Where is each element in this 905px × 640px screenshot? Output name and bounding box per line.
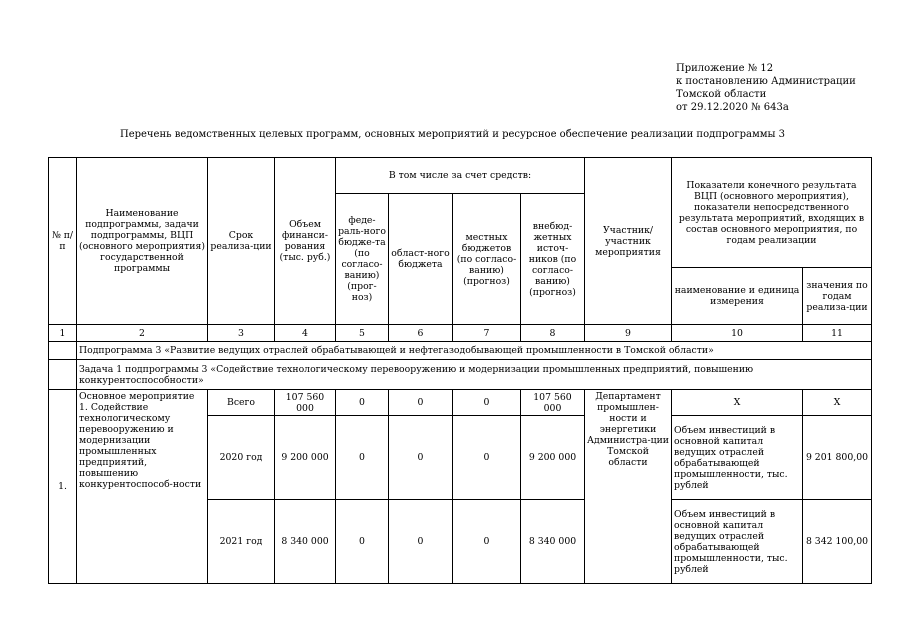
header-local: местных бюджетов (по согласо-ванию) (прогноз) xyxy=(453,194,521,325)
header-extra: внебюд-жетных источ-ников (по согласо-ванию) (прогноз) xyxy=(521,194,585,325)
cell-local: 0 xyxy=(453,500,521,584)
column-number: 6 xyxy=(389,325,453,342)
header-participant: Участник/ участник мероприятия xyxy=(585,158,672,325)
task-row xyxy=(49,360,872,390)
cell-term: 2021 год xyxy=(208,500,275,584)
cell-indicator-value: Х xyxy=(803,390,872,416)
appendix-block xyxy=(676,62,856,114)
cell-regional: 0 xyxy=(389,416,453,500)
cell-indicator-name: Х xyxy=(672,390,803,416)
program-table xyxy=(48,157,872,584)
column-number: 8 xyxy=(521,325,585,342)
column-number: 7 xyxy=(453,325,521,342)
cell-volume: 9 200 000 xyxy=(275,416,336,500)
cell-federal: 0 xyxy=(336,416,389,500)
header-num: № п/п xyxy=(49,158,77,325)
cell-regional: 0 xyxy=(389,500,453,584)
column-number: 1 xyxy=(49,325,77,342)
header-row xyxy=(49,158,872,194)
empty-cell xyxy=(49,360,77,390)
subprogram-row xyxy=(49,342,872,360)
column-number: 4 xyxy=(275,325,336,342)
cell-indicator-value: 8 342 100,00 xyxy=(803,500,872,584)
cell-federal: 0 xyxy=(336,500,389,584)
event-name: Основное мероприятие 1. Содействие технологическому перевооружению и модернизации промышленных предприятий, повышению конкурентоспособ-ности xyxy=(77,390,208,584)
cell-extra: 9 200 000 xyxy=(521,416,585,500)
cell-local: 0 xyxy=(453,416,521,500)
column-number: 3 xyxy=(208,325,275,342)
subprogram-title: Подпрограмма 3 «Развитие ведущих отраслей обрабатывающей и нефтегазодобывающей промышленности в Томской области» xyxy=(77,342,872,360)
header-regional: област-ного бюджета xyxy=(389,194,453,325)
header-volume: Объем финанси-рования (тыс. руб.) xyxy=(275,158,336,325)
column-number: 9 xyxy=(585,325,672,342)
column-number: 2 xyxy=(77,325,208,342)
cell-indicator-name: Объем инвестиций в основной капитал ведущих отраслей обрабатывающей промышленности, тыс. рублей xyxy=(672,500,803,584)
header-term: Срок реализа-ции xyxy=(208,158,275,325)
header-including: В том числе за счет средств: xyxy=(336,158,585,194)
column-number: 11 xyxy=(803,325,872,342)
column-number: 10 xyxy=(672,325,803,342)
cell-regional: 0 xyxy=(389,390,453,416)
cell-local: 0 xyxy=(453,390,521,416)
header-indicator-values: значения по годам реализа-ции xyxy=(803,268,872,325)
event-number: 1. xyxy=(49,390,77,584)
cell-indicator-name: Объем инвестиций в основной капитал ведущих отраслей обрабатывающей промышленности, тыс. рублей xyxy=(672,416,803,500)
cell-term: Всего xyxy=(208,390,275,416)
event-participant: Департамент промышлен-ности и энергетики Администра-ции Томской области xyxy=(585,390,672,584)
header-indicator-name: наименование и единица измерения xyxy=(672,268,803,325)
cell-volume: 8 340 000 xyxy=(275,500,336,584)
task-title: Задача 1 подпрограммы 3 «Содействие технологическому перевооружению и модернизации промышленных предприятий, повышению конкурентоспособности» xyxy=(77,360,872,390)
appendix-line: Приложение № 12 xyxy=(676,63,774,74)
column-number: 5 xyxy=(336,325,389,342)
header-indicators: Показатели конечного результата ВЦП (основного мероприятия), показатели непосредственного результата мероприятий, входящих в состав основного мероприятия, по годам реализации xyxy=(672,158,872,268)
empty-cell xyxy=(49,342,77,360)
table-row xyxy=(49,390,872,416)
header-federal: феде-раль-ного бюдже-та (по согласо-ванию) (прог-ноз) xyxy=(336,194,389,325)
document-title: Перечень ведомственных целевых программ, основных мероприятий и ресурсное обеспечение реализации подпрограммы 3 xyxy=(119,129,786,140)
cell-volume: 107 560 000 xyxy=(275,390,336,416)
cell-indicator-value: 9 201 800,00 xyxy=(803,416,872,500)
cell-federal: 0 xyxy=(336,390,389,416)
cell-extra: 107 560 000 xyxy=(521,390,585,416)
cell-term: 2020 год xyxy=(208,416,275,500)
column-numbers-row xyxy=(49,325,872,342)
header-name: Наименование подпрограммы, задачи подпрограммы, ВЦП (основного мероприятия) государственной программы xyxy=(77,158,208,325)
cell-extra: 8 340 000 xyxy=(521,500,585,584)
appendix-line: к постановлению Администрации xyxy=(676,76,856,87)
appendix-line: Томской области xyxy=(676,89,767,100)
appendix-line: от 29.12.2020 № 643а xyxy=(676,102,789,113)
